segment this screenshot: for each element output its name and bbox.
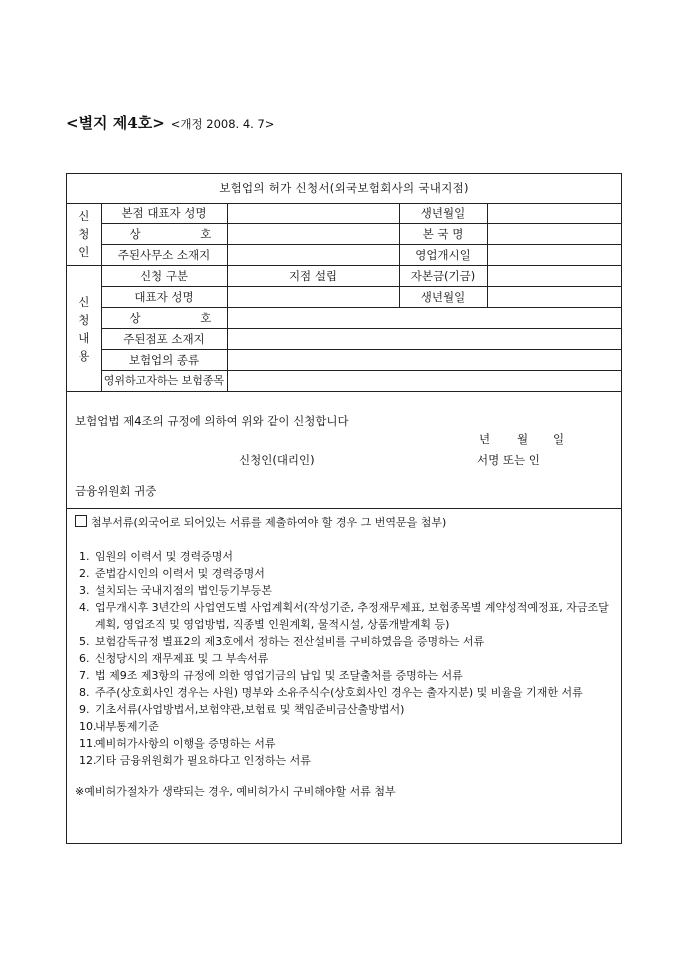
branch-company-label [101,308,240,329]
item-number: 7. [79,669,90,682]
application-type-value: 지점 설립 [227,266,399,287]
item-text: 내부통제기준 [95,720,159,733]
application-form [66,173,622,844]
side-char: 신 [78,209,90,223]
item-number: 9. [79,703,90,716]
list-item [79,633,613,650]
side-char: 청 [78,227,90,241]
item-text: 설치되는 국내지점의 법인등기부등본 [95,584,273,597]
item-text: 법 제9조 제3항의 규정에 의한 영업기금의 납입 및 조달출처를 증명하는 서류 [95,669,463,682]
list-item [79,650,613,667]
application-table [67,203,621,392]
item-number: 4. [79,601,90,614]
declaration-section [67,403,621,509]
dob-label: 생년월일 [399,203,487,224]
office-address-label: 주된사무소 소재지 [101,245,227,266]
company-label [101,224,240,245]
form-title: 보험업의 허가 신청서(외국보험회사의 국내지점) [67,174,621,204]
item-text: 임원의 이력서 및 경력증명서 [95,550,234,563]
attachments-list [75,548,613,769]
item-text: 주주(상호회사인 경우는 사원) 명부와 소유주식수(상호회사인 경우는 출자지분) 및 비율을 기재한 서류 [95,686,583,699]
checkbox-icon[interactable] [75,515,87,527]
recipient: 금융위원회 귀중 [75,484,157,498]
item-text: 기타 금융위원회가 필요하다고 인정하는 서류 [95,754,311,767]
item-text: 기초서류(사업방법서,보험약관,보험료 및 책임준비금산출방법서) [95,703,405,716]
list-item [79,718,613,735]
branch-address-label: 주된점포 소재지 [101,329,227,350]
item-text: 보험감독규정 별표2의 제3호에서 정하는 전산설비를 구비하였음을 증명하는 서류 [95,635,485,648]
list-item [79,752,613,769]
attachments-section [75,514,613,800]
list-item [79,582,613,599]
side-char: 용 [78,348,90,363]
content-side-label [67,266,101,392]
dob-field[interactable] [487,203,621,224]
applicant-side-label [67,203,101,266]
item-number: 2. [79,567,90,580]
insurance-kind-field[interactable] [227,350,621,371]
item-number: 11. [79,737,97,750]
month-label: 월 [517,432,529,446]
side-char: 청 [78,312,90,327]
start-date-field[interactable] [487,245,621,266]
item-text: 업무개시후 3년간의 사업연도별 사업계획서(작성기준, 추정재무제표, 보험종목별 계약성적예정표, 자금조달계획, 영업조직 및 영업방법, 직종별 인원계획, 물적시설, 상품개발계획 등) [95,601,609,631]
year-label: 년 [479,432,491,446]
branch-company-field[interactable] [227,308,621,329]
item-number: 10. [79,720,97,733]
form-heading [66,112,274,133]
list-item [79,667,613,684]
rep-name-label: 본점 대표자 성명 [101,203,227,224]
representative-field[interactable] [227,287,399,308]
rep-dob-label: 생년월일 [399,287,487,308]
capital-label: 자본금(기금) [399,266,487,287]
item-number: 3. [79,584,90,597]
office-address-field[interactable] [227,245,399,266]
day-label: 일 [553,432,565,446]
applicant-label: 신청인(대리인) [239,453,315,467]
attachments-note: ※예비허가절차가 생략되는 경우, 예비허가시 구비해야할 서류 첨부 [75,785,396,798]
company-label-text: 상 호 [129,227,240,241]
start-date-label: 영업개시일 [399,245,487,266]
item-number: 12. [79,754,97,767]
date-line [479,431,564,447]
country-label: 본 국 명 [399,224,487,245]
side-char: 인 [78,245,90,259]
item-number: 6. [79,652,90,665]
declaration-text: 보험업법 제4조의 규정에 의하여 위와 같이 신청합니다 [75,414,349,428]
application-type-label: 신청 구분 [101,266,227,287]
branch-address-field[interactable] [227,329,621,350]
rep-dob-field[interactable] [487,287,621,308]
item-number: 1. [79,550,90,563]
insurance-items-field[interactable] [227,371,621,392]
attachments-header-text: 첨부서류(외국어로 되어있는 서류를 제출하여야 할 경우 그 번역문을 첨부) [91,516,447,529]
list-item [79,565,613,582]
signature-label: 서명 또는 인 [477,453,540,467]
company-field[interactable] [227,224,399,245]
rep-name-field[interactable] [227,203,399,224]
list-item [79,599,613,633]
capital-field[interactable] [487,266,621,287]
item-text: 준법감시인의 이력서 및 경력증명서 [95,567,265,580]
item-text: 신청당시의 재무제표 및 그 부속서류 [95,652,269,665]
list-item [79,701,613,718]
insurance-kind-label: 보험업의 종류 [101,350,227,371]
list-item [79,548,613,565]
revision-date: <개정 2008. 4. 7> [170,117,275,131]
list-item [79,735,613,752]
insurance-items-label: 영위하고자하는 보험종목 [101,371,227,392]
branch-company-text: 상 호 [129,311,240,325]
representative-label: 대표자 성명 [101,287,227,308]
side-char: 신 [78,294,90,309]
attachments-header [75,514,613,531]
item-number: 5. [79,635,90,648]
item-number: 8. [79,686,90,699]
country-field[interactable] [487,224,621,245]
item-text: 예비허가사항의 이행을 증명하는 서류 [95,737,276,750]
side-char: 내 [78,330,90,345]
form-number: <별지 제4호> [66,114,165,132]
list-item [79,684,613,701]
